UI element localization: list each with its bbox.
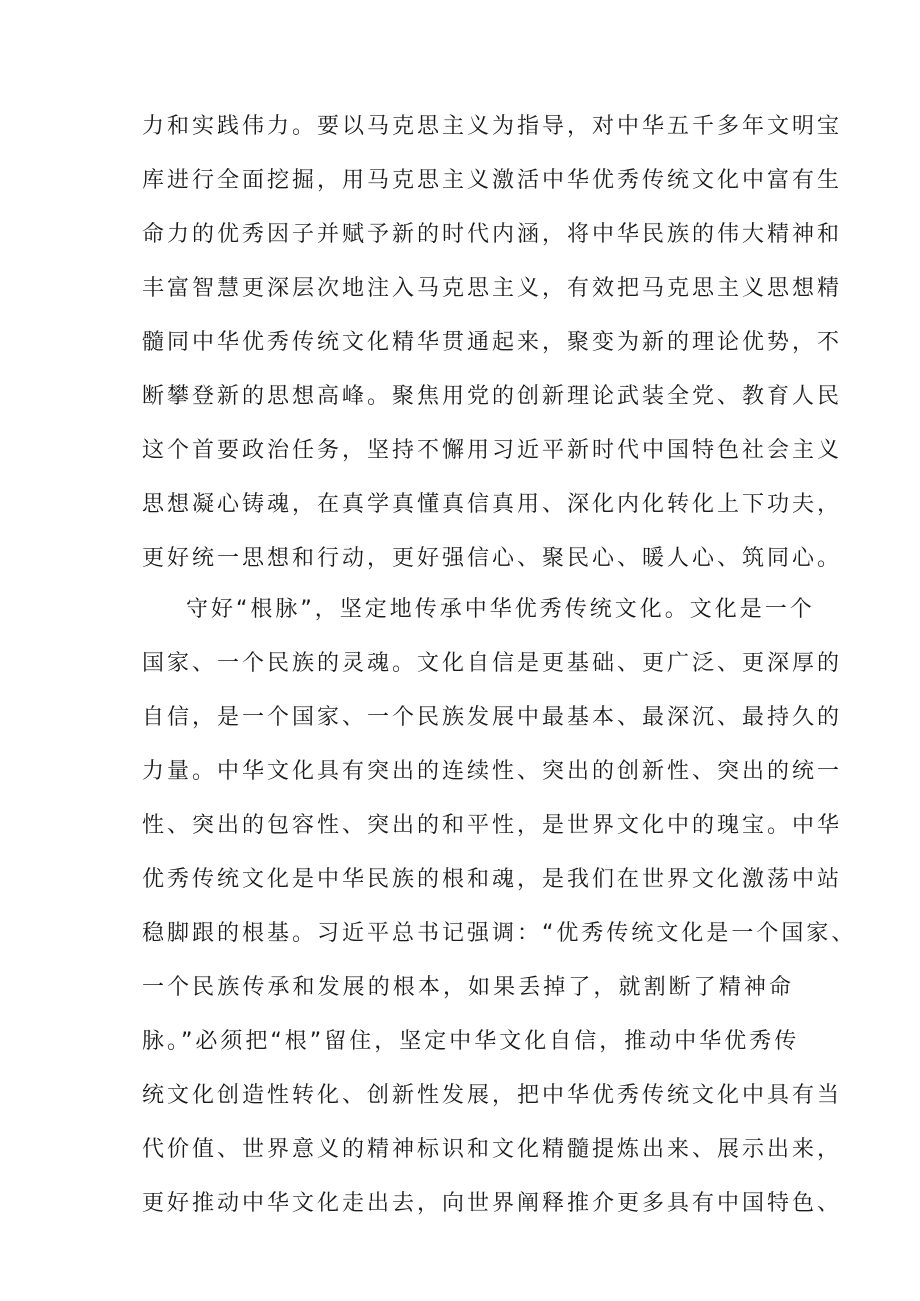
text-line: 命力的优秀因子并赋予新的时代内涵，将中华民族的伟大精神和: [142, 222, 843, 247]
text-line: 稳脚跟的根基。习近平总书记强调：“优秀传统文化是一个国家、: [142, 921, 857, 946]
text-line: 更好推动中华文化走出去，向世界阐释推介更多具有中国特色、: [142, 1191, 843, 1216]
text-line: 性、突出的包容性、突出的和平性，是世界文化中的瑰宝。中华: [142, 813, 843, 838]
text-line: 库进行全面挖掘，用马克思主义激活中华优秀传统文化中富有生: [142, 168, 843, 193]
text-line: 力和实践伟力。要以马克思主义为指导，对中华五千多年文明宝: [142, 114, 843, 139]
paragraph-2: [142, 583, 857, 1231]
text-line: 思想凝心铸魂，在真学真懂真信真用、深化内化转化上下功夫，: [142, 492, 843, 517]
paragraph-1: [142, 100, 843, 586]
text-line: 统文化创造性转化、创新性发展，把中华优秀传统文化中具有当: [142, 1083, 843, 1108]
text-line: 更好统一思想和行动，更好强信心、聚民心、暖人心、筑同心。: [142, 546, 843, 571]
text-line: 优秀传统文化是中华民族的根和魂，是我们在世界文化激荡中站: [142, 867, 843, 892]
text-line: 丰富智慧更深层次地注入马克思主义，有效把马克思主义思想精: [142, 276, 843, 301]
text-line: 国家、一个民族的灵魂。文化自信是更基础、更广泛、更深厚的: [142, 651, 843, 676]
text-line: 脉。”必须把“根”留住，坚定中华文化自信，推动中华优秀传: [142, 1029, 800, 1054]
text-line: 力量。中华文化具有突出的连续性、突出的创新性、突出的统一: [142, 759, 843, 784]
text-line-first-indented: 守好“根脉”，坚定地传承中华优秀传统文化。文化是一个: [186, 597, 815, 622]
text-line: 髓同中华优秀传统文化精华贯通起来，聚变为新的理论优势，不: [142, 330, 843, 355]
text-line: 代价值、世界意义的精神标识和文化精髓提炼出来、展示出来，: [142, 1137, 843, 1162]
text-line: 自信，是一个国家、一个民族发展中最基本、最深沉、最持久的: [142, 705, 843, 730]
text-line: 一个民族传承和发展的根本，如果丢掉了，就割断了精神命: [142, 975, 794, 1000]
text-line: 断攀登新的思想高峰。聚焦用党的创新理论武装全党、教育人民: [142, 384, 843, 409]
text-line: 这个首要政治任务，坚持不懈用习近平新时代中国特色社会主义: [142, 438, 843, 463]
